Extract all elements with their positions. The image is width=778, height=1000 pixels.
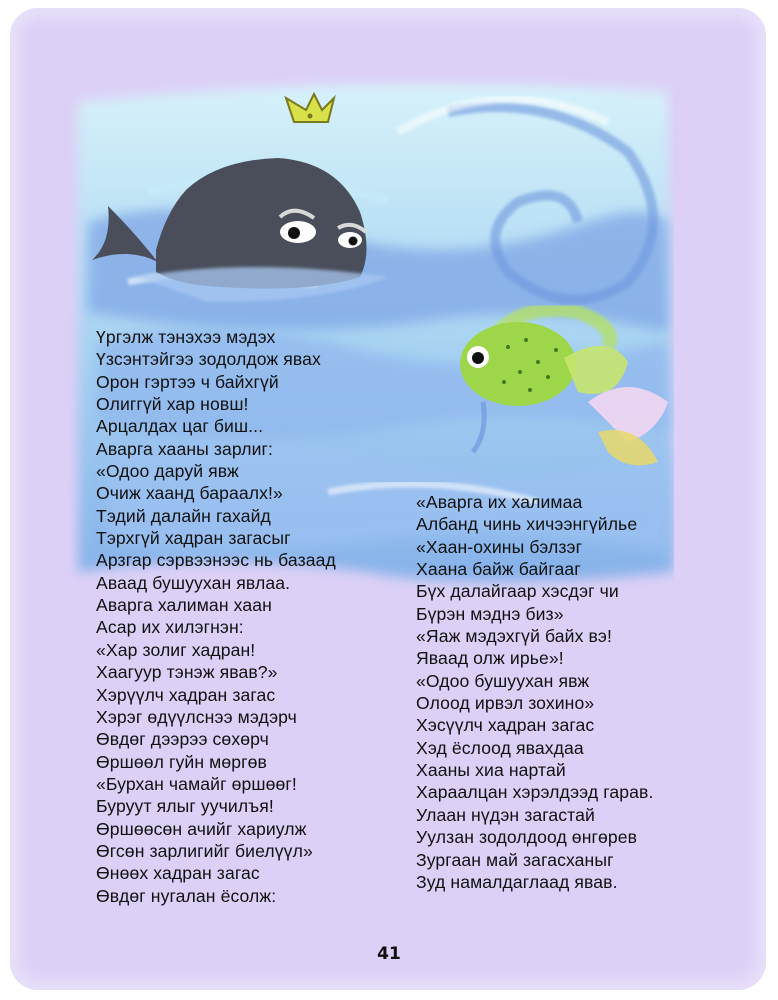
- poem-line: Хааны хиа нартай: [416, 760, 566, 781]
- poem-line: Асар их хилэгнэн:: [96, 617, 244, 638]
- poem-line: Аваад бушуухан явлаа.: [96, 572, 291, 593]
- poem-line: Хэд ёслоод явахдаа: [416, 737, 584, 758]
- poem-line: «Бурхан чамайг өршөөг!: [96, 773, 297, 794]
- poem-line: «Одоо даруй явж: [96, 461, 239, 482]
- poem-line: Яваад олж ирье»!: [416, 648, 564, 669]
- poem-line: Хараалцан хэрэлдээд гарав.: [416, 782, 654, 803]
- poem-line: «Аварга их халимаа: [416, 492, 583, 512]
- poem-line: «Хар золиг хадран!: [96, 639, 256, 660]
- poem-line: Арзгар сэрвээнээс нь базаад: [96, 550, 336, 571]
- poem-line: Аварга халиман хаан: [96, 595, 272, 616]
- poem-line: «Одоо бушуухан явж: [416, 670, 590, 691]
- poem-line: Аварга хааны зарлиг:: [96, 438, 274, 459]
- poem-line: Зуд намалдаглаад явав.: [416, 871, 618, 892]
- poem-line: Хаагуур тэнэж явав?»: [96, 662, 278, 683]
- poem-right-column: [416, 491, 653, 893]
- poem-line: Бүх далайгаар хэсдэг чи: [416, 581, 619, 602]
- poem-line: Олоод ирвэл зохино»: [416, 693, 595, 714]
- poem-left-column: [96, 326, 336, 907]
- poem-line: Буруут ялыг уучилъя!: [96, 796, 274, 817]
- poem-line: Албанд чинь хичээнгүйлье: [416, 514, 638, 535]
- poem-line: Өгсөн зарлигийг биелүүл»: [96, 840, 313, 861]
- poem-line: Очиж хаанд бараалх!»: [96, 483, 283, 504]
- poem-line: «Яаж мэдэхгүй байх вэ!: [416, 626, 612, 647]
- page-number: 41: [377, 944, 401, 964]
- poem-line: Тэдий далайн гахайд: [96, 505, 271, 526]
- poem-line: Хэрэг өдүүлснээ мэдэрч: [96, 706, 297, 727]
- poem-line: «Хаан-охины бэлзэг: [416, 536, 583, 557]
- poem-line: Олиггүй хар новш!: [96, 394, 249, 415]
- poem-line: Хаана байж байгааг: [416, 559, 581, 580]
- poem-line: Бүрэн мэднэ биз»: [416, 603, 564, 624]
- poem-line: Уулзан зодолдоод өнгөрев: [416, 827, 638, 848]
- poem-line: Улаан нүдэн загастай: [416, 804, 595, 825]
- poem-line: Өвдөг нугалан ёсолж:: [96, 885, 277, 906]
- poem-line: Хэсүүлч хадран загас: [416, 715, 595, 736]
- poem-line: Тэрхгүй хадран загасыг: [96, 528, 291, 549]
- poem-line: Өршөөл гуйн мөргөв: [96, 751, 267, 772]
- poem-line: Өршөөсөн ачийг хариулж: [96, 818, 307, 839]
- poem-line: Орон гэртээ ч байхгүй: [96, 371, 279, 392]
- poem-line: Өвдөг дээрээ сөхөрч: [96, 729, 269, 750]
- poem-line: Зургаан май загасханыг: [416, 849, 614, 870]
- poem-line: Арцалдах цаг биш...: [96, 416, 264, 437]
- poem-line: Өнөөх хадран загас: [96, 863, 260, 884]
- poem-line: Үзсэнтэйгээ зодолдож явах: [96, 349, 321, 370]
- poem-line: Үргэлж тэнэхээ мэдэх: [96, 327, 276, 347]
- poem-line: Хэрүүлч хадран загас: [96, 684, 276, 705]
